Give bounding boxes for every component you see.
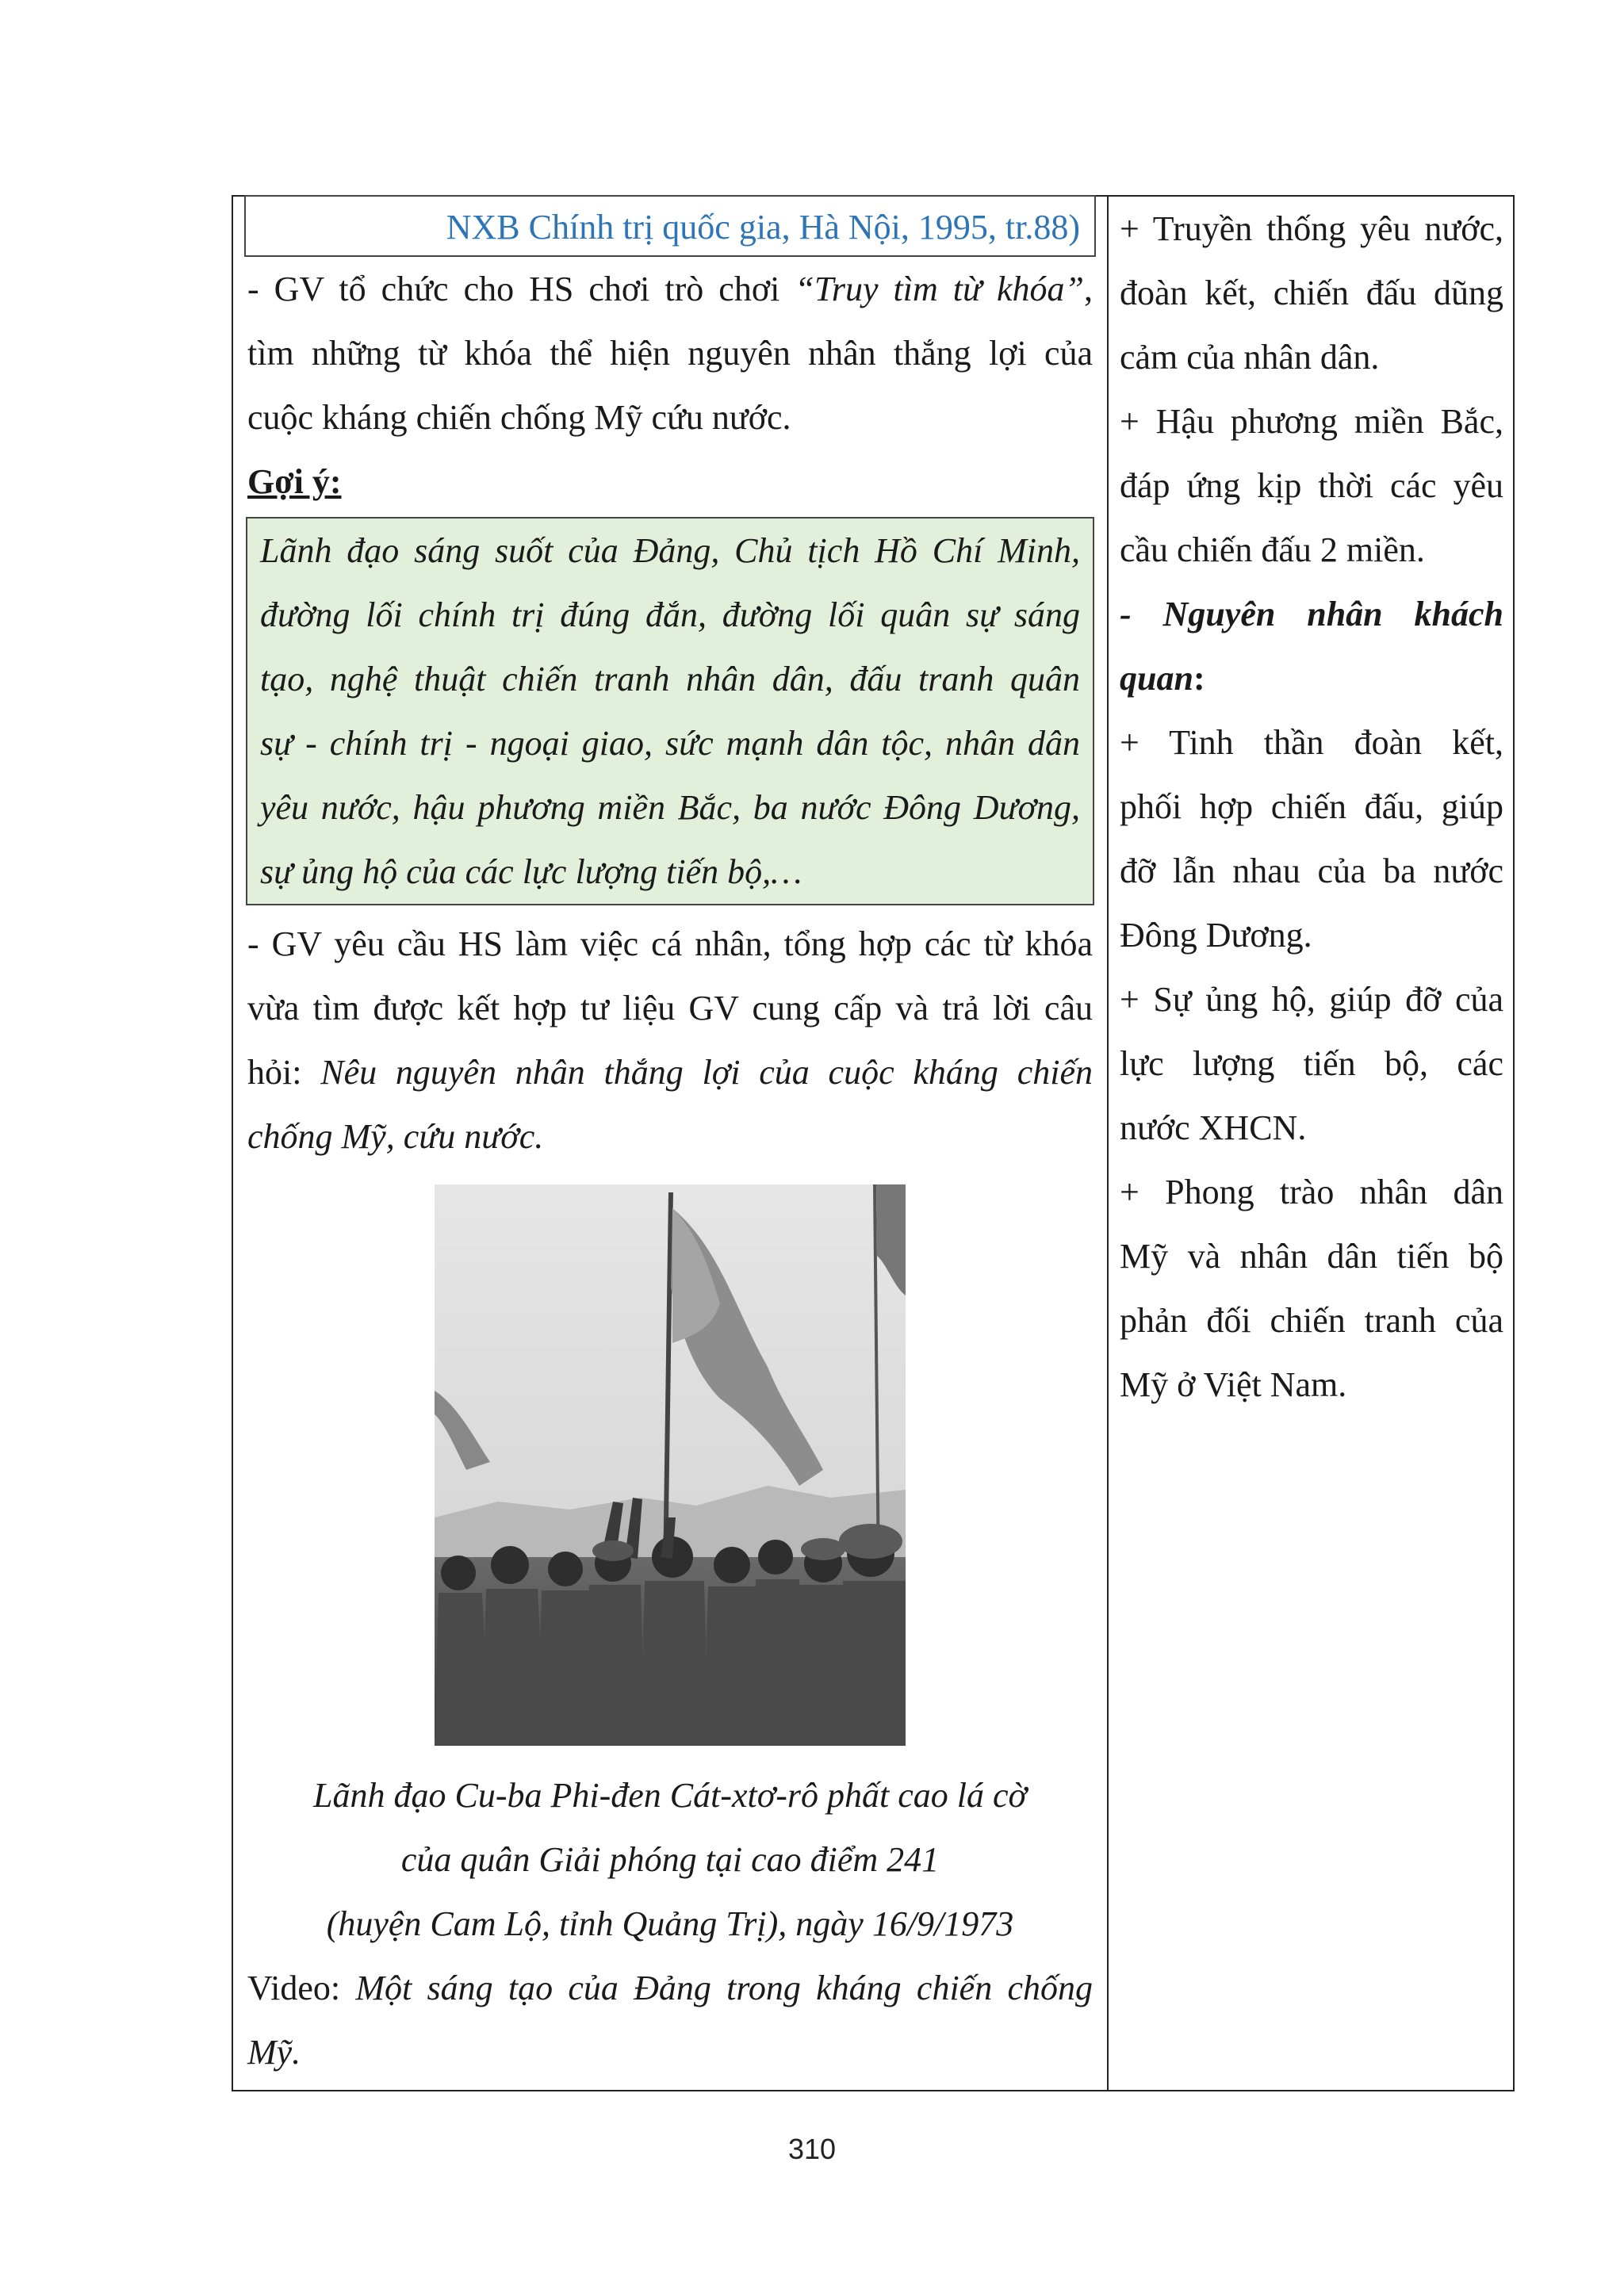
keyword-line: yêu nước, hậu phương miền Bắc, ba nước Đông Dương, — [260, 788, 1080, 827]
hint-title: Gợi ý: — [247, 462, 342, 501]
outcome-line: + Hậu phương miền Bắc, — [1120, 402, 1503, 441]
activity-line — [247, 1040, 1093, 1104]
keyword-line: Lãnh đạo sáng suốt của Đảng, Chủ tịch Hồ Chí Minh, — [260, 531, 1080, 570]
photo-caption-line: Lãnh đạo Cu-ba Phi-đen Cát-xtơ-rô phất cao lá cờ — [313, 1776, 1027, 1815]
page-number: 310 — [787, 2133, 837, 2165]
outcome-line: đoàn kết, chiến đấu dũng — [1120, 274, 1503, 312]
outcome-line: phản đối chiến tranh của — [1120, 1301, 1503, 1340]
video-label: Video: — [247, 1969, 356, 2007]
historical-photo — [435, 1184, 906, 1746]
heading-colon: : — [1193, 659, 1205, 698]
outcome-line: Đông Dương. — [1120, 916, 1312, 955]
column-divider — [1107, 197, 1109, 2090]
keyword-line: đường lối chính trị đúng đắn, đường lối quân sự sáng — [260, 595, 1080, 634]
outcome-line: Mỹ và nhân dân tiến bộ — [1120, 1237, 1503, 1276]
outcome-column — [1120, 197, 1503, 1417]
activity-column — [247, 197, 1093, 2084]
outcome-line: + Sự ủng hộ, giúp đỡ của — [1120, 980, 1503, 1019]
video-line — [247, 1956, 1093, 2020]
source-reference: NXB Chính trị quốc gia, Hà Nội, 1995, tr.88) — [244, 195, 1096, 257]
punctuation: , — [1084, 270, 1093, 308]
outcome-line: lực lượng tiến bộ, các — [1120, 1044, 1503, 1083]
heading-text: quan — [1120, 659, 1193, 698]
activity-line: - GV yêu cầu HS làm việc cá nhân, tổng hợp các từ khóa — [247, 924, 1093, 963]
objective-causes-heading: - Nguyên nhân khách — [1120, 595, 1503, 633]
activity-line: tìm những từ khóa thể hiện nguyên nhân thắng lợi của — [247, 334, 1093, 373]
outcome-line: + Phong trào nhân dân — [1120, 1173, 1503, 1211]
photo-caption-line: (huyện Cam Lộ, tỉnh Quảng Trị), ngày 16/9/1973 — [326, 1904, 1014, 1943]
photo-caption-line: của quân Giải phóng tại cao điểm 241 — [400, 1840, 940, 1879]
lesson-table — [232, 195, 1515, 2091]
keyword-line: sự ủng hộ của các lực lượng tiến bộ,… — [260, 852, 802, 891]
outcome-line: nước XHCN. — [1120, 1108, 1307, 1147]
activity-text: - GV tổ chức cho HS chơi trò chơi — [247, 270, 795, 308]
photo-image — [435, 1184, 906, 1746]
video-title: Một sáng tạo của Đảng trong kháng chiến chống — [355, 1969, 1093, 2007]
outcome-line: đáp ứng kịp thời các yêu — [1120, 466, 1503, 505]
keyword-line: tạo, nghệ thuật chiến tranh nhân dân, đấu tranh quân — [260, 660, 1080, 698]
outcome-line: + Tinh thần đoàn kết, — [1120, 723, 1503, 762]
outcome-line: + Truyền thống yêu nước, — [1120, 209, 1503, 248]
outcome-line: cầu chiến đấu 2 miền. — [1120, 530, 1425, 569]
outcome-line: phối hợp chiến đấu, giúp — [1120, 787, 1503, 826]
video-title: Mỹ. — [247, 2033, 301, 2072]
objective-causes-heading — [1120, 646, 1503, 710]
keyword-line: sự - chính trị - ngoại giao, sức mạnh dân tộc, nhân dân — [260, 724, 1080, 763]
activity-line: vừa tìm được kết hợp tư liệu GV cung cấp và trả lời câu — [247, 989, 1093, 1027]
activity-line: cuộc kháng chiến chống Mỹ cứu nước. — [247, 398, 791, 437]
question-text: chống Mỹ, cứu nước. — [247, 1117, 544, 1156]
activity-line — [247, 257, 1093, 321]
question-text: Nêu nguyên nhân thắng lợi của cuộc kháng chiến — [320, 1053, 1093, 1092]
outcome-line: đỡ lẫn nhau của ba nước — [1120, 851, 1503, 890]
outcome-line: Mỹ ở Việt Nam. — [1120, 1365, 1347, 1404]
keyword-box — [246, 517, 1094, 905]
outcome-line: cảm của nhân dân. — [1120, 338, 1380, 377]
game-name: “Truy tìm từ khóa” — [795, 270, 1084, 308]
activity-text: hỏi: — [247, 1053, 321, 1092]
